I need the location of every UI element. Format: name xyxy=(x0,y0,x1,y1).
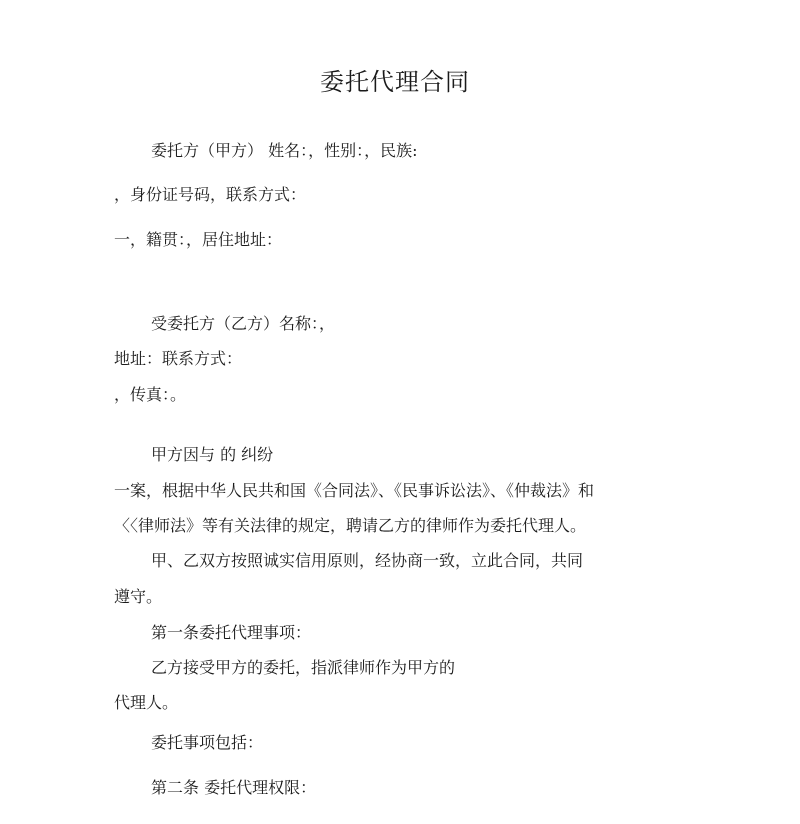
agreement-line-2: 遵守。 xyxy=(114,587,163,606)
article-one-heading: 第一条委托代理事项： xyxy=(151,623,312,642)
party-a-id-line: ，身份证号码，联系方式： xyxy=(114,185,307,204)
legal-basis-line-2: 〈〈律师法》等有关法律的规定，聘请乙方的律师作为委托代理人。 xyxy=(114,516,587,535)
document-title: 委托代理合同 xyxy=(320,68,470,96)
party-b-line: 受委托方（乙方）名称：， xyxy=(151,314,336,333)
party-b-address-line: 地址：联系方式： xyxy=(114,349,243,368)
dispute-line: 甲方因与 的 纠纷 xyxy=(151,445,274,464)
article-one-body-2: 代理人。 xyxy=(114,693,179,712)
article-one-body: 乙方接受甲方的委托，指派律师作为甲方的 xyxy=(151,658,456,677)
party-a-line: 委托方（甲方） 姓名：，性别：，民族: xyxy=(151,141,418,160)
article-two-heading: 第二条 委托代理权限： xyxy=(151,778,317,797)
party-a-address-line: 一，籍贯：，居住地址： xyxy=(114,230,283,249)
entrusted-matters-line: 委托事项包括： xyxy=(151,733,264,752)
legal-basis-line: 一案，根据中华人民共和国《合同法》、《民事诉讼法》、《仲裁法》和 xyxy=(114,481,595,500)
agreement-line: 甲、乙双方按照诚实信用原则，经协商一致，立此合同，共同 xyxy=(151,551,584,570)
party-b-fax-line: ，传真：。 xyxy=(114,385,187,404)
